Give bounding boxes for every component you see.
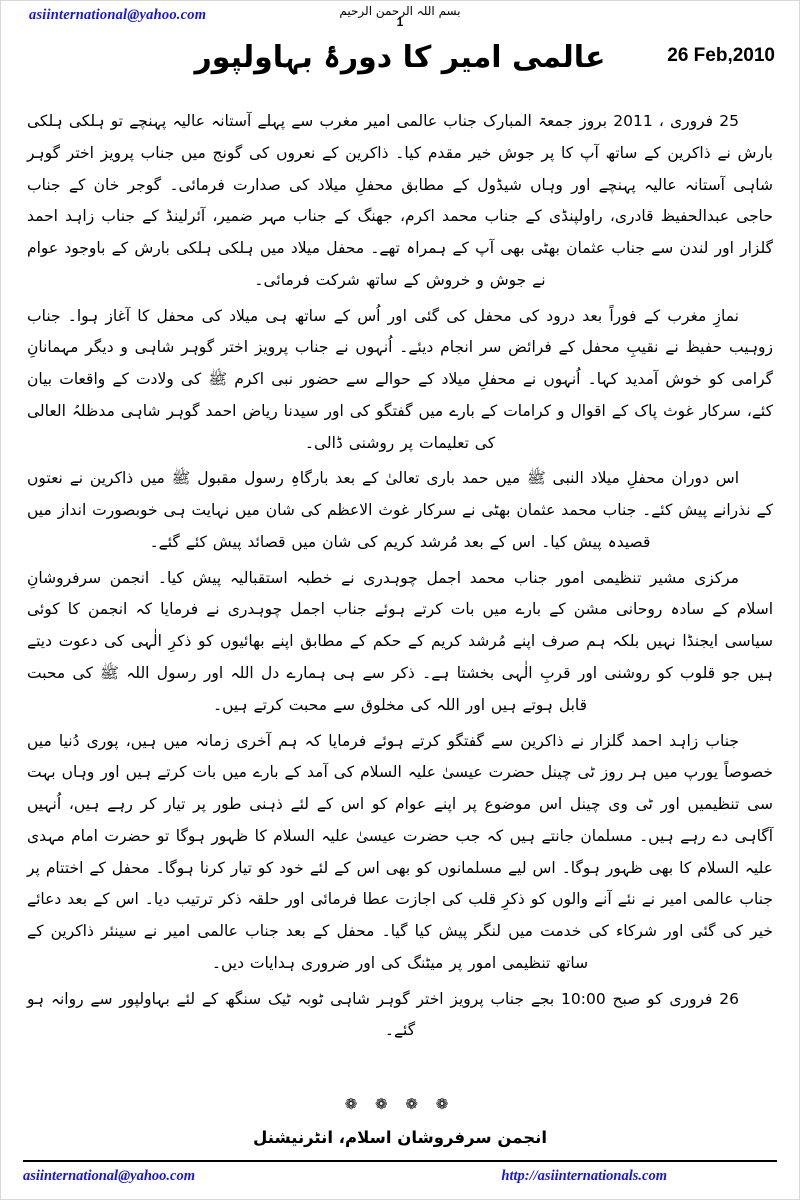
page-title: عالمی امیر کا دورۂ بہاولپور (194, 40, 606, 75)
footer-website-url[interactable]: http://asiinternationals.com (501, 1168, 667, 1184)
bismillah-text: بسم اللہ الرحمن الرحیم (339, 4, 461, 18)
organization-signature: انجمن سرفروشان اسلام، انٹرنیشنل (252, 1128, 547, 1147)
article-body (27, 106, 773, 1081)
article-paragraph: اس دوران محفلِ میلاد النبی ﷺ میں حمد باری تعالیٰ کے بعد بارگاہِ رسول مقبول ﷺ میں ذاکرین نے نعتوں کے نذرانے پیش کئے۔ جناب محمد عثمان بھٹی نے سرکار غوث الاعظم کی شان میں نہایت ہی خوبصورت انداز میں قصیدہ پیش کیا۔ اس کے بعد مُرشد کریم کی شان میں قصائد پیش کئے گئے۔ (27, 469, 773, 551)
article-paragraph: مرکزی مشیر تنظیمی امور جناب محمد اجمل چوہدری نے خطبہ استقبالیہ پیش کیا۔ انجمن سرفروشانِ اسلام کے سادہ روحانی مشن کے بارے میں بات کرتے ہوئے جناب اجمل چوہدری نے فرمایا کہ انجمن کا کوئی سیاسی ایجنڈا نہیں بلکہ ہم صرف اپنے مُرشد کریم کے حکم کے مطابق اپنے بھائیوں کو ذکرِ الٰہی کی دعوت دیتے ہیں جو قلوب کو روشنی اور قربِ الٰہی بخشتا ہے۔ ذکر سے ہی ہمارے دل اللہ اور رسول اللہ ﷺ کی محبت قابل ہوتے ہیں اور اللہ کی مخلوق سے محبت کرتے ہیں۔ (27, 568, 773, 714)
page-number: 1 (396, 15, 404, 30)
header-email: asiinternational@yahoo.com (29, 7, 207, 23)
decorative-star-separator: ❁ ❁ ❁ ❁ (344, 1097, 456, 1113)
article-paragraph: 25 فروری ، 2011 بروز جمعۃ المبارک جناب عالمی امیر مغرب سے پہلے آستانہ عالیہ پہنچے تو ہلکی ہلکی بارش نے ذاکرین کے ساتھ آپ کا پر جوش خیر مقدم کیا۔ ذاکرین کے نعروں کی گونج میں جناب پرویز اختر گوہر شاہی آستانہ عالیہ پہنچے اور وہاں شیڈول کے مطابق محفلِ میلاد کی صدارت فرمائی۔ گوجر خان کے جناب حاجی عبدالحفیظ قادری، راولپنڈی کے جناب محمد اکرم، جھنگ کے جناب مہر ضمیر، آئرلینڈ کے جناب زاہد احمد گلزار اور لندن سے جناب عثمان بھٹی بھی آپ کے ہمراہ تھے۔ محفل میلاد میں ہلکی ہلکی بارش کے باوجود عوام نے جوش و خروش کے ساتھ شرکت فرمائی۔ (27, 112, 773, 289)
article-paragraph: نمازِ مغرب کے فوراً بعد درود کی محفل کی گئی اور اُس کے ساتھ ہی میلاد کی محفل کا آغاز ہوا۔ جناب زوہیب حفیظ نے نقیبِ محفل کے فرائض سر انجام دیئے۔ اُنہوں نے جناب پرویز اختر گوہر شاہی و دیگر مہمانانِ گرامی کو خوش آمدید کہا۔ اُنہوں نے محفلِ میلاد کے حوالے سے حضور نبی اکرم ﷺ کی ولادت کے واقعات بیان کئے، سرکار غوث پاک کے اقوال و کرامات کے بارے میں گفتگو کی اور سیدنا ریاض احمد گوہر شاہی مدظلہُ العالی کی تعلیمات پر روشنی ڈالی۔ (27, 306, 773, 452)
article-paragraph: جناب زاہد احمد گلزار نے ذاکرین سے گفتگو کرتے ہوئے فرمایا کہ ہم آخری زمانہ میں ہیں، پوری دُنیا میں خصوصاً یورپ میں ہر روز ٹی چینل حضرت عیسیٰ علیہ السلام کی آمد کے بارے میں بات کرتے ہیں اور وہاں بہت سی تنظیمیں اور ٹی وی چینل اس موضوع پر اپنے عوام کو اس کے لئے ذہنی طور پر تیار کر رہے ہیں، اُنہیں آگاہی دے رہے ہیں۔ مسلمان جانتے ہیں کہ جب حضرت عیسیٰ علیہ السلام کا ظہور ہوگا تو حضرت امام مہدی علیہ السلام کا بھی ظہور ہوگا۔ اس لیے مسلمانوں کو بھی اس کے لئے خود کو تیار کرنا ہوگا۔ محفل کے اختتام پر جناب عالمی امیر نے نئے آنے والوں کو ذکرِ قلب کی اجازت عطا فرمائی اور حلقہ ذکر ترتیب دیا۔ اس کے بعد دعائے خیر کی گئی اور شرکاء کی خدمت میں لنگر پیش کیا گیا۔ محفل کے بعد جناب عالمی امیر نے سینئر ذاکرین کے ساتھ تنظیمی امور پر میٹنگ کی اور ضروری ہدایات دیں۔ (27, 731, 773, 972)
footer-email[interactable]: asiinternational@yahoo.com (23, 1168, 195, 1184)
article-paragraph: 26 فروری کو صبح 10:00 بجے جناب پرویز اختر گوہر شاہی ٹوبہ ٹیک سنگھ کے لئے بہاولپور سے روانہ ہو گئے۔ (27, 989, 739, 1040)
article-date: 26 Feb,2010 (667, 45, 775, 66)
page-footer (23, 1160, 777, 1185)
page-header (1, 1, 799, 101)
